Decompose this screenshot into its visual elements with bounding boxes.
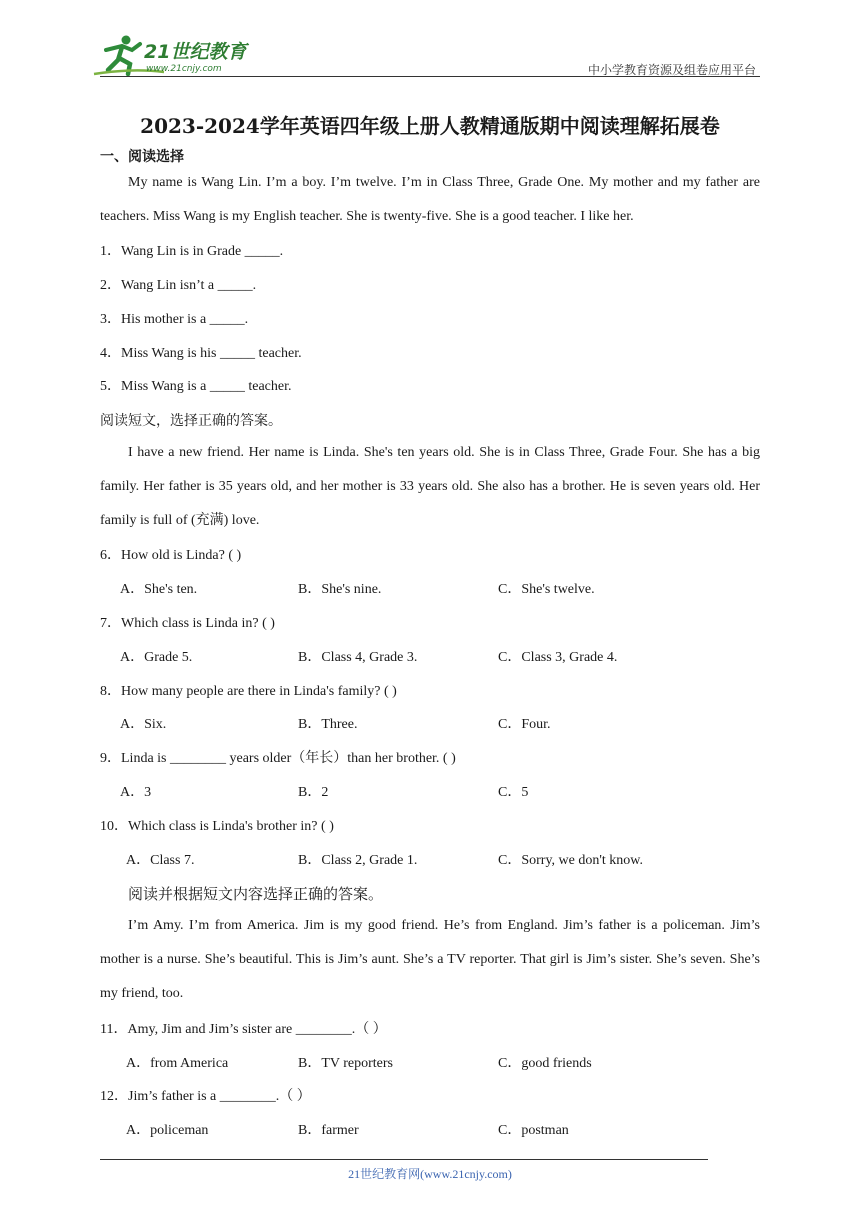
q7-option-b: B．Class 4, Grade 3.	[298, 650, 418, 665]
q7-option-c: C．Class 3, Grade 4.	[498, 650, 618, 665]
question-4: 4．Miss Wang is his _____ teacher.	[100, 346, 302, 361]
header-divider	[100, 76, 760, 77]
section-heading: 一、阅读选择	[100, 149, 184, 165]
q8-option-a: A．Six.	[120, 717, 167, 732]
q9-option-b: B．2	[298, 785, 329, 800]
footer-link[interactable]: 21世纪教育网(www.21cnjy.com)	[348, 1167, 512, 1181]
q11-option-b: B．TV reporters	[298, 1056, 393, 1071]
question-8: 8．How many people are there in Linda's family? ( )	[100, 684, 397, 699]
passage-3: I’m Amy. I’m from America. Jim is my good friend. He’s from England. Jim’s father is a policeman. Jim’s mother is a nurse. She’s beautiful. This is Jim’s aunt. She’s a TV reporter. That girl is Jim’s sister. She’s seven. She’s my friend, too.	[100, 918, 760, 1001]
platform-name: 中小学教育资源及组卷应用平台	[587, 63, 756, 77]
q9-option-a: A．3	[120, 785, 152, 800]
page-title: 2023-2024学年英语四年级上册人教精通版期中阅读理解拓展卷	[140, 114, 720, 138]
question-10: 10．Which class is Linda's brother in? ( )	[100, 819, 334, 834]
question-11: 11．Amy, Jim and Jim’s sister are ________.（ ）	[100, 1022, 387, 1037]
q12-option-b: B．farmer	[298, 1123, 359, 1138]
q6-option-a: A．She's ten.	[120, 582, 198, 597]
question-3: 3．His mother is a _____.	[100, 312, 249, 327]
question-7: 7．Which class is Linda in? ( )	[100, 616, 275, 631]
q6-option-c: C．She's twelve.	[498, 582, 595, 597]
instruction-3: 阅读并根据短文内容选择正确的答案。	[128, 885, 384, 903]
question-12: 12．Jim’s father is a ________.（ ）	[100, 1089, 311, 1104]
q12-option-c: C．postman	[498, 1123, 569, 1138]
q10-option-a: A．Class 7.	[126, 853, 195, 868]
q8-option-b: B．Three.	[298, 717, 358, 732]
q6-option-b: B．She's nine.	[298, 582, 382, 597]
question-1: 1．Wang Lin is in Grade _____.	[100, 244, 284, 259]
question-9: 9．Linda is ________ years older（年长）than her brother. ( )	[100, 751, 456, 766]
instruction-2: 阅读短文，选择正确的答案。	[100, 413, 282, 429]
q10-option-c: C．Sorry, we don't know.	[498, 853, 643, 868]
q7-option-a: A．Grade 5.	[120, 650, 193, 665]
passage-1: My name is Wang Lin. I’m a boy. I’m twelve. I’m in Class Three, Grade One. My mother and my father are teachers. Miss Wang is my English teacher. She is twenty-five. She is a good teacher. I like her.	[100, 175, 760, 224]
logo-url: www.21cnjy.com	[146, 64, 222, 74]
q9-option-c: C．5	[498, 785, 529, 800]
q12-option-a: A．policeman	[126, 1123, 209, 1138]
question-6: 6．How old is Linda? ( )	[100, 548, 242, 563]
question-5: 5．Miss Wang is a _____ teacher.	[100, 379, 292, 394]
q11-option-a: A．from America	[126, 1056, 229, 1071]
q8-option-c: C．Four.	[498, 717, 551, 732]
passage-2: I have a new friend. Her name is Linda. She's ten years old. She is in Class Three, Grade Four. She has a big family. Her father is 35 years old, and her mother is 33 years old. She also has a brother. He is seven years old. Her family is full of (充满) love.	[100, 445, 760, 528]
question-2: 2．Wang Lin isn’t a _____.	[100, 278, 257, 293]
footer-divider	[100, 1159, 708, 1160]
q11-option-c: C．good friends	[498, 1056, 592, 1071]
logo-text: 21世纪教育	[144, 41, 247, 63]
site-logo	[92, 34, 262, 78]
q10-option-b: B．Class 2, Grade 1.	[298, 853, 418, 868]
